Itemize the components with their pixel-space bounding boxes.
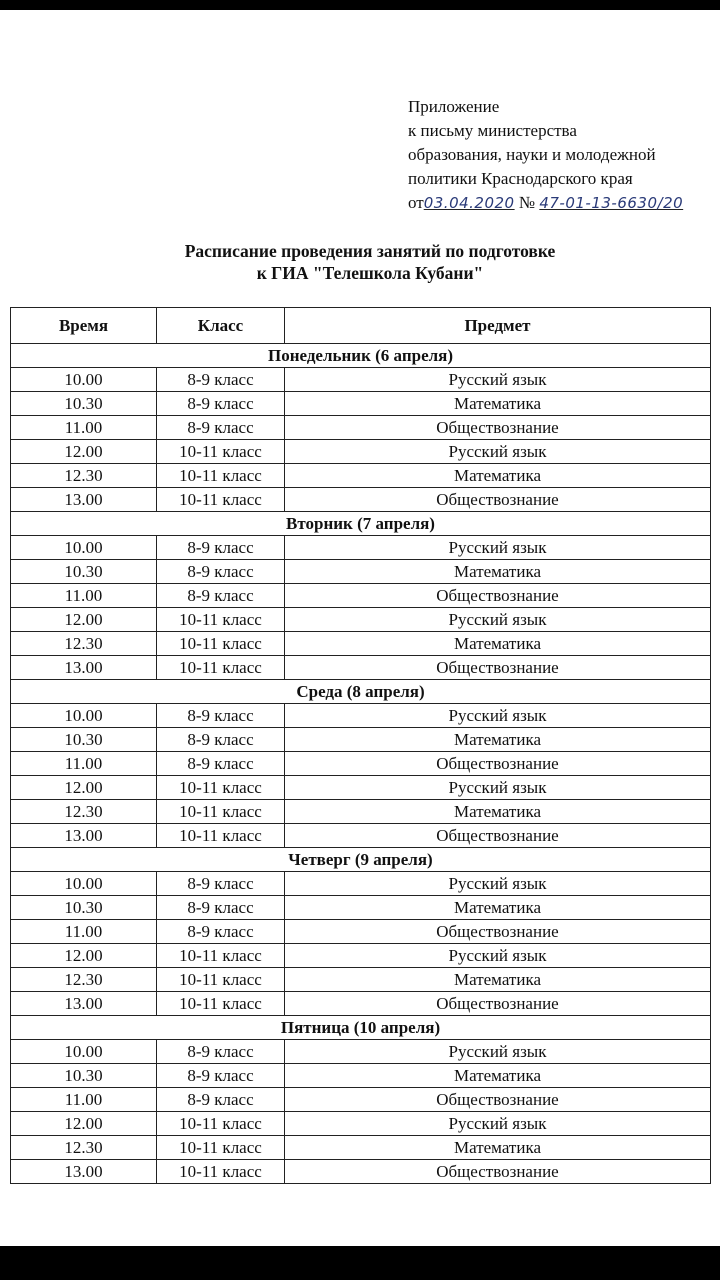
class-cell: 8-9 класс <box>157 704 285 728</box>
class-cell: 10-11 класс <box>157 608 285 632</box>
table-row <box>11 728 711 752</box>
class-cell: 8-9 класс <box>157 560 285 584</box>
time-cell: 13.00 <box>11 1160 157 1184</box>
class-cell: 10-11 класс <box>157 1112 285 1136</box>
subject-cell: Математика <box>285 1136 711 1160</box>
class-cell: 10-11 класс <box>157 488 285 512</box>
table-row <box>11 440 711 464</box>
table-row <box>11 1088 711 1112</box>
time-cell: 13.00 <box>11 992 157 1016</box>
time-cell: 11.00 <box>11 584 157 608</box>
subject-cell: Русский язык <box>285 872 711 896</box>
schedule-table <box>10 307 711 1184</box>
header-class: Класс <box>157 308 285 344</box>
day-header-row <box>11 848 711 872</box>
appendix-line: образования, науки и молодежной <box>408 145 656 164</box>
header-subject: Предмет <box>285 308 711 344</box>
table-row <box>11 800 711 824</box>
subject-cell: Русский язык <box>285 440 711 464</box>
appendix-line: политики Краснодарского края <box>408 169 633 188</box>
table-row <box>11 992 711 1016</box>
day-name: Вторник (7 апреля) <box>11 512 711 536</box>
schedule-body <box>11 344 711 1184</box>
subject-cell: Математика <box>285 392 711 416</box>
time-cell: 10.00 <box>11 1040 157 1064</box>
table-row <box>11 584 711 608</box>
subject-cell: Обществознание <box>285 824 711 848</box>
class-cell: 8-9 класс <box>157 752 285 776</box>
bottom-bar <box>0 1246 720 1280</box>
subject-cell: Русский язык <box>285 1112 711 1136</box>
class-cell: 10-11 класс <box>157 1160 285 1184</box>
time-cell: 13.00 <box>11 656 157 680</box>
subject-cell: Математика <box>285 632 711 656</box>
class-cell: 10-11 класс <box>157 776 285 800</box>
appendix-line: к письму министерства <box>408 121 577 140</box>
class-cell: 10-11 класс <box>157 800 285 824</box>
subject-cell: Обществознание <box>285 584 711 608</box>
time-cell: 11.00 <box>11 416 157 440</box>
subject-cell: Обществознание <box>285 1088 711 1112</box>
time-cell: 12.30 <box>11 968 157 992</box>
table-row <box>11 968 711 992</box>
handwritten-date: 03.04.2020 <box>423 194 515 212</box>
subject-cell: Обществознание <box>285 488 711 512</box>
subject-cell: Математика <box>285 464 711 488</box>
table-row <box>11 608 711 632</box>
day-name: Пятница (10 апреля) <box>11 1016 711 1040</box>
table-row <box>11 536 711 560</box>
document-title <box>0 240 720 284</box>
day-header-row <box>11 344 711 368</box>
class-cell: 8-9 класс <box>157 368 285 392</box>
table-row <box>11 1160 711 1184</box>
time-cell: 10.30 <box>11 392 157 416</box>
day-header-row <box>11 680 711 704</box>
time-cell: 10.00 <box>11 536 157 560</box>
class-cell: 10-11 класс <box>157 968 285 992</box>
time-cell: 11.00 <box>11 1088 157 1112</box>
appendix-line: Приложение <box>408 97 500 116</box>
subject-cell: Русский язык <box>285 704 711 728</box>
subject-cell: Обществознание <box>285 752 711 776</box>
table-row <box>11 656 711 680</box>
table-row <box>11 1112 711 1136</box>
appendix-note <box>408 95 720 215</box>
table-row <box>11 776 711 800</box>
time-cell: 11.00 <box>11 920 157 944</box>
time-cell: 12.00 <box>11 776 157 800</box>
time-cell: 10.30 <box>11 896 157 920</box>
class-cell: 8-9 класс <box>157 896 285 920</box>
subject-cell: Математика <box>285 560 711 584</box>
table-row <box>11 1136 711 1160</box>
time-cell: 10.30 <box>11 1064 157 1088</box>
subject-cell: Математика <box>285 800 711 824</box>
class-cell: 8-9 класс <box>157 1040 285 1064</box>
class-cell: 10-11 класс <box>157 632 285 656</box>
class-cell: 8-9 класс <box>157 392 285 416</box>
class-cell: 8-9 класс <box>157 920 285 944</box>
table-row <box>11 944 711 968</box>
table-row <box>11 704 711 728</box>
time-cell: 12.00 <box>11 944 157 968</box>
title-line: к ГИА "Телешкола Кубани" <box>256 263 484 283</box>
class-cell: 8-9 класс <box>157 416 285 440</box>
subject-cell: Обществознание <box>285 920 711 944</box>
subject-cell: Русский язык <box>285 776 711 800</box>
time-cell: 12.00 <box>11 440 157 464</box>
subject-cell: Математика <box>285 728 711 752</box>
table-row <box>11 752 711 776</box>
class-cell: 10-11 класс <box>157 464 285 488</box>
time-cell: 11.00 <box>11 752 157 776</box>
day-header-row <box>11 512 711 536</box>
subject-cell: Обществознание <box>285 656 711 680</box>
table-row <box>11 896 711 920</box>
header-time: Время <box>11 308 157 344</box>
document-page <box>0 10 720 1246</box>
class-cell: 10-11 класс <box>157 824 285 848</box>
table-header-row <box>11 308 711 344</box>
class-cell: 8-9 класс <box>157 872 285 896</box>
subject-cell: Русский язык <box>285 368 711 392</box>
class-cell: 10-11 класс <box>157 656 285 680</box>
table-row <box>11 632 711 656</box>
table-row <box>11 488 711 512</box>
from-label: от <box>408 193 424 212</box>
time-cell: 13.00 <box>11 824 157 848</box>
subject-cell: Русский язык <box>285 608 711 632</box>
table-row <box>11 824 711 848</box>
number-label: № <box>518 193 536 212</box>
appendix-reference-line <box>408 191 720 215</box>
table-row <box>11 872 711 896</box>
handwritten-number: 47-01-13-6630/20 <box>539 194 684 212</box>
subject-cell: Обществознание <box>285 992 711 1016</box>
table-row <box>11 1064 711 1088</box>
subject-cell: Математика <box>285 896 711 920</box>
day-name: Понедельник (6 апреля) <box>11 344 711 368</box>
table-row <box>11 464 711 488</box>
class-cell: 10-11 класс <box>157 440 285 464</box>
day-name: Четверг (9 апреля) <box>11 848 711 872</box>
subject-cell: Обществознание <box>285 416 711 440</box>
table-row <box>11 920 711 944</box>
table-row <box>11 1040 711 1064</box>
subject-cell: Математика <box>285 968 711 992</box>
table-row <box>11 368 711 392</box>
day-name: Среда (8 апреля) <box>11 680 711 704</box>
table-row <box>11 392 711 416</box>
time-cell: 12.30 <box>11 1136 157 1160</box>
time-cell: 12.30 <box>11 464 157 488</box>
class-cell: 8-9 класс <box>157 1064 285 1088</box>
class-cell: 8-9 класс <box>157 584 285 608</box>
time-cell: 12.00 <box>11 1112 157 1136</box>
subject-cell: Математика <box>285 1064 711 1088</box>
day-header-row <box>11 1016 711 1040</box>
time-cell: 10.30 <box>11 728 157 752</box>
subject-cell: Русский язык <box>285 944 711 968</box>
table-row <box>11 560 711 584</box>
time-cell: 12.30 <box>11 632 157 656</box>
class-cell: 8-9 класс <box>157 728 285 752</box>
time-cell: 10.00 <box>11 872 157 896</box>
class-cell: 8-9 класс <box>157 536 285 560</box>
time-cell: 10.00 <box>11 704 157 728</box>
subject-cell: Обществознание <box>285 1160 711 1184</box>
time-cell: 10.30 <box>11 560 157 584</box>
time-cell: 10.00 <box>11 368 157 392</box>
time-cell: 12.30 <box>11 800 157 824</box>
title-line: Расписание проведения занятий по подготовке <box>184 241 556 261</box>
class-cell: 10-11 класс <box>157 1136 285 1160</box>
class-cell: 10-11 класс <box>157 944 285 968</box>
time-cell: 13.00 <box>11 488 157 512</box>
subject-cell: Русский язык <box>285 1040 711 1064</box>
time-cell: 12.00 <box>11 608 157 632</box>
class-cell: 10-11 класс <box>157 992 285 1016</box>
table-row <box>11 416 711 440</box>
subject-cell: Русский язык <box>285 536 711 560</box>
class-cell: 8-9 класс <box>157 1088 285 1112</box>
